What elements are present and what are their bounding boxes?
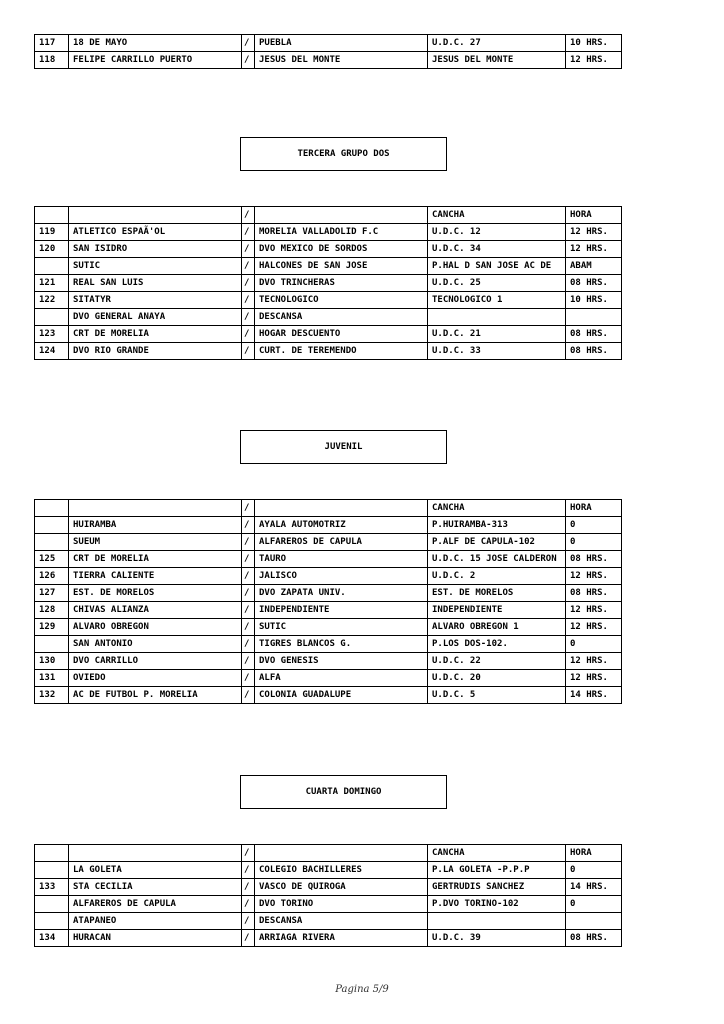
time-cell: 0 [566,862,622,879]
header-match-number-cell [35,845,69,862]
table-row [35,309,622,326]
time-cell: 0 [566,517,622,534]
table-row [35,862,622,879]
time-cell: 0 [566,534,622,551]
time-cell: 10 HRS. [566,292,622,309]
home-team-cell: EST. DE MORELOS [69,585,242,602]
time-cell: ABAM [566,258,622,275]
home-team-cell: HURACAN [69,930,242,947]
separator-cell: / [242,879,255,896]
away-team-cell: VASCO DE QUIROGA [255,879,428,896]
time-cell: 12 HRS. [566,568,622,585]
separator-cell: / [242,636,255,653]
header-home-team-cell [69,207,242,224]
home-team-cell: CHIVAS ALIANZA [69,602,242,619]
away-team-cell: HOGAR DESCUENTO [255,326,428,343]
home-team-cell: TIERRA CALIENTE [69,568,242,585]
field-cell: U.D.C. 25 [428,275,566,292]
home-team-cell: SUTIC [69,258,242,275]
table-row [35,636,622,653]
match-number-cell: 125 [35,551,69,568]
field-cell: U.D.C. 12 [428,224,566,241]
field-cell [428,309,566,326]
home-team-cell: DVO RIO GRANDE [69,343,242,360]
table-row [35,670,622,687]
field-cell: U.D.C. 39 [428,930,566,947]
separator-cell: / [242,551,255,568]
section-title-text: CUARTA DOMINGO [305,787,382,797]
home-team-cell: CRT DE MORELIA [69,551,242,568]
time-cell: 08 HRS. [566,326,622,343]
field-cell: ALVARO OBREGON 1 [428,619,566,636]
home-team-cell: SUEUM [69,534,242,551]
schedule-table-cuarta-domingo [34,844,622,947]
separator-cell: / [242,930,255,947]
time-cell: 12 HRS. [566,602,622,619]
home-team-cell: DVO GENERAL ANAYA [69,309,242,326]
separator-cell: / [242,275,255,292]
table-row [35,896,622,913]
table-row [35,602,622,619]
separator-cell: / [242,343,255,360]
header-time-cell: HORA [566,207,622,224]
field-cell: U.D.C. 5 [428,687,566,704]
match-number-cell: 122 [35,292,69,309]
header-field-cell: CANCHA [428,207,566,224]
section-title-cuarta-domingo [240,775,447,809]
table-row [35,551,622,568]
table-row [35,653,622,670]
home-team-cell: ATAPANEO [69,913,242,930]
table-row [35,343,622,360]
time-cell [566,309,622,326]
header-match-number-cell [35,207,69,224]
separator-cell: / [242,35,255,52]
away-team-cell: TECNOLOGICO [255,292,428,309]
separator-cell: / [242,602,255,619]
away-team-cell: DVO TORINO [255,896,428,913]
table-header-row [35,207,622,224]
match-number-cell: 134 [35,930,69,947]
time-cell: 12 HRS. [566,670,622,687]
field-cell [428,913,566,930]
time-cell: 08 HRS. [566,551,622,568]
away-team-cell: CURT. DE TEREMENDO [255,343,428,360]
time-cell: 12 HRS. [566,224,622,241]
time-cell: 08 HRS. [566,585,622,602]
separator-cell: / [242,862,255,879]
time-cell: 12 HRS. [566,241,622,258]
table-row [35,224,622,241]
time-cell: 08 HRS. [566,275,622,292]
away-team-cell: AYALA AUTOMOTRIZ [255,517,428,534]
home-team-cell: SAN ANTONIO [69,636,242,653]
match-number-cell: 130 [35,653,69,670]
separator-cell: / [242,896,255,913]
field-cell: U.D.C. 33 [428,343,566,360]
match-number-cell: 132 [35,687,69,704]
header-separator-cell: / [242,500,255,517]
match-number-cell [35,309,69,326]
separator-cell: / [242,241,255,258]
field-cell: P.LOS DOS-102. [428,636,566,653]
away-team-cell: DVO GENESIS [255,653,428,670]
time-cell: 08 HRS. [566,930,622,947]
section-title-tercera-grupo-dos [240,137,447,171]
separator-cell: / [242,534,255,551]
header-separator-cell: / [242,845,255,862]
home-team-cell: FELIPE CARRILLO PUERTO [69,52,242,69]
header-field-cell: CANCHA [428,845,566,862]
header-time-cell: HORA [566,500,622,517]
away-team-cell: JESUS DEL MONTE [255,52,428,69]
time-cell: 14 HRS. [566,687,622,704]
schedule-table-tercera-grupo-dos [34,206,622,360]
separator-cell: / [242,258,255,275]
section-title-juvenil [240,430,447,464]
match-number-cell: 127 [35,585,69,602]
match-number-cell: 119 [35,224,69,241]
away-team-cell: DVO ZAPATA UNIV. [255,585,428,602]
table-row [35,292,622,309]
section-title-text: TERCERA GRUPO DOS [297,149,390,159]
home-team-cell: AC DE FUTBOL P. MORELIA [69,687,242,704]
field-cell: JESUS DEL MONTE [428,52,566,69]
header-time-cell: HORA [566,845,622,862]
match-number-cell [35,862,69,879]
table-row [35,241,622,258]
field-cell: U.D.C. 15 JOSE CALDERON [428,551,566,568]
away-team-cell: COLEGIO BACHILLERES [255,862,428,879]
table-row [35,619,622,636]
separator-cell: / [242,653,255,670]
home-team-cell: ALVARO OBREGON [69,619,242,636]
away-team-cell: SUTIC [255,619,428,636]
home-team-cell: REAL SAN LUIS [69,275,242,292]
field-cell: EST. DE MORELOS [428,585,566,602]
match-number-cell: 129 [35,619,69,636]
home-team-cell: CRT DE MORELIA [69,326,242,343]
time-cell: 12 HRS. [566,52,622,69]
field-cell: P.ALF DE CAPULA-102 [428,534,566,551]
header-away-team-cell [255,500,428,517]
home-team-cell: HUIRAMBA [69,517,242,534]
table-row [35,517,622,534]
separator-cell: / [242,292,255,309]
table-row [35,275,622,292]
match-number-cell: 128 [35,602,69,619]
match-number-cell: 133 [35,879,69,896]
match-number-cell [35,913,69,930]
time-cell: 12 HRS. [566,653,622,670]
header-home-team-cell [69,500,242,517]
match-number-cell: 121 [35,275,69,292]
home-team-cell: OVIEDO [69,670,242,687]
field-cell: P.HAL D SAN JOSE AC DE [428,258,566,275]
table-row [35,258,622,275]
table-row [35,35,622,52]
header-separator-cell: / [242,207,255,224]
away-team-cell: DESCANSA [255,913,428,930]
table-header-row [35,845,622,862]
field-cell: U.D.C. 22 [428,653,566,670]
match-number-cell: 123 [35,326,69,343]
header-away-team-cell [255,845,428,862]
match-number-cell: 131 [35,670,69,687]
table-row [35,687,622,704]
separator-cell: / [242,619,255,636]
time-cell: 10 HRS. [566,35,622,52]
away-team-cell: COLONIA GUADALUPE [255,687,428,704]
match-number-cell: 118 [35,52,69,69]
field-cell: U.D.C. 20 [428,670,566,687]
away-team-cell: ALFAREROS DE CAPULA [255,534,428,551]
separator-cell: / [242,585,255,602]
match-number-cell [35,896,69,913]
match-number-cell [35,534,69,551]
time-cell: 08 HRS. [566,343,622,360]
home-team-cell: ATLETICO ESPAÃ'OL [69,224,242,241]
home-team-cell: SAN ISIDRO [69,241,242,258]
match-number-cell [35,258,69,275]
match-number-cell [35,517,69,534]
field-cell: TECNOLOGICO 1 [428,292,566,309]
separator-cell: / [242,52,255,69]
header-home-team-cell [69,845,242,862]
time-cell: 14 HRS. [566,879,622,896]
separator-cell: / [242,670,255,687]
table-row [35,52,622,69]
field-cell: U.D.C. 27 [428,35,566,52]
separator-cell: / [242,517,255,534]
match-number-cell: 117 [35,35,69,52]
away-team-cell: PUEBLA [255,35,428,52]
away-team-cell: ALFA [255,670,428,687]
away-team-cell: DVO MEXICO DE SORDOS [255,241,428,258]
separator-cell: / [242,913,255,930]
page-number: Pagina 5/9 [335,984,389,995]
section-title-text: JUVENIL [324,442,363,452]
header-match-number-cell [35,500,69,517]
table-row [35,568,622,585]
match-number-cell: 126 [35,568,69,585]
field-cell: P.LA GOLETA -P.P.P [428,862,566,879]
away-team-cell: DVO TRINCHERAS [255,275,428,292]
schedule-table-juvenil [34,499,622,704]
separator-cell: / [242,568,255,585]
table-row [35,585,622,602]
header-away-team-cell [255,207,428,224]
away-team-cell: TIGRES BLANCOS G. [255,636,428,653]
away-team-cell: HALCONES DE SAN JOSE [255,258,428,275]
time-cell [566,913,622,930]
away-team-cell: ARRIAGA RIVERA [255,930,428,947]
home-team-cell: LA GOLETA [69,862,242,879]
separator-cell: / [242,326,255,343]
schedule-table-continued [34,34,622,69]
separator-cell: / [242,309,255,326]
away-team-cell: MORELIA VALLADOLID F.C [255,224,428,241]
table-row [35,913,622,930]
away-team-cell: DESCANSA [255,309,428,326]
match-number-cell [35,636,69,653]
field-cell: U.D.C. 34 [428,241,566,258]
separator-cell: / [242,687,255,704]
separator-cell: / [242,224,255,241]
away-team-cell: INDEPENDIENTE [255,602,428,619]
home-team-cell: SITATYR [69,292,242,309]
home-team-cell: DVO CARRILLO [69,653,242,670]
table-header-row [35,500,622,517]
table-row [35,534,622,551]
field-cell: P.DVO TORINO-102 [428,896,566,913]
header-field-cell: CANCHA [428,500,566,517]
time-cell: 0 [566,636,622,653]
home-team-cell: 18 DE MAYO [69,35,242,52]
away-team-cell: JALISCO [255,568,428,585]
match-number-cell: 120 [35,241,69,258]
field-cell: GERTRUDIS SANCHEZ [428,879,566,896]
table-row [35,930,622,947]
field-cell: U.D.C. 2 [428,568,566,585]
table-row [35,879,622,896]
time-cell: 0 [566,896,622,913]
away-team-cell: TAURO [255,551,428,568]
match-number-cell: 124 [35,343,69,360]
table-row [35,326,622,343]
field-cell: U.D.C. 21 [428,326,566,343]
time-cell: 12 HRS. [566,619,622,636]
field-cell: INDEPENDIENTE [428,602,566,619]
home-team-cell: ALFAREROS DE CAPULA [69,896,242,913]
field-cell: P.HUIRAMBA-313 [428,517,566,534]
home-team-cell: STA CECILIA [69,879,242,896]
